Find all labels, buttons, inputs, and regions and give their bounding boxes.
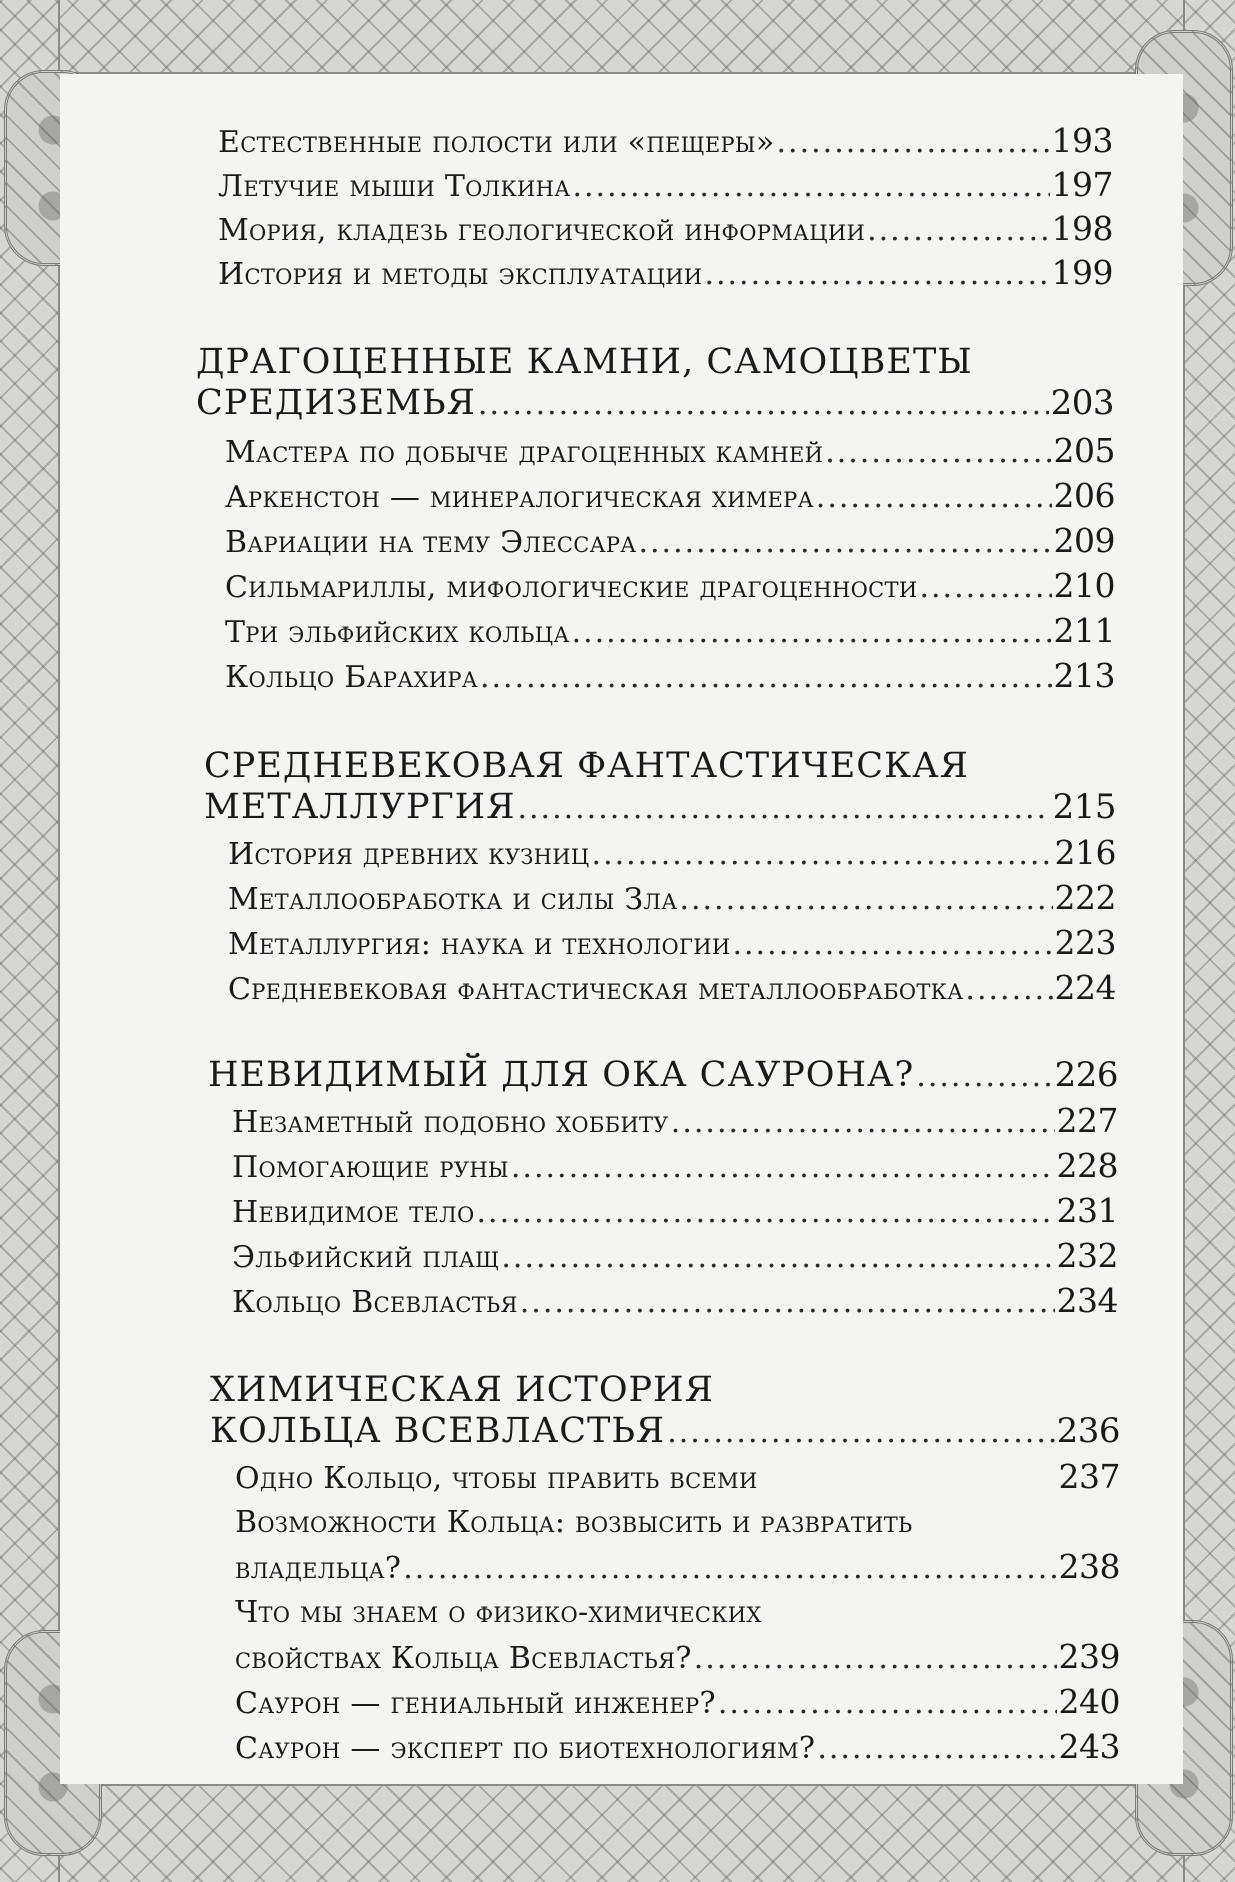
ornament-border-left bbox=[0, 0, 60, 1882]
toc-entry[interactable]: История и методы эксплуатации ..... 199 bbox=[218, 256, 1113, 290]
ornament-border-bottom bbox=[0, 1784, 1235, 1882]
toc-entry[interactable]: Металлообработка и силы Зла ..... 222 bbox=[228, 881, 1116, 915]
toc-chapter[interactable]: МЕТАЛЛУРГИЯ ..... 215 bbox=[204, 790, 1116, 825]
toc-entry[interactable]: Сильмариллы, мифологические драгоценности ..... 210 bbox=[225, 569, 1115, 603]
toc-entry[interactable]: Вариации на тему Элессара ..... 209 bbox=[225, 524, 1115, 558]
toc-entry[interactable]: Летучие мыши Толкина ..... 197 bbox=[218, 168, 1113, 202]
toc-chapter[interactable]: НЕВИДИМЫЙ ДЛЯ ОКА САУРОНА? ..... 226 bbox=[208, 1058, 1118, 1093]
chapter-title[interactable]: ХИМИЧЕСКАЯ ИСТОРИЯ bbox=[210, 1370, 714, 1410]
toc-entry[interactable]: Незаметный подобно хоббиту ..... 227 bbox=[232, 1104, 1118, 1138]
toc-entry[interactable]: Средневековая фантастическая металлообработка ..... 224 bbox=[228, 971, 1116, 1005]
toc-entry[interactable]: Эльфийский плащ ..... 232 bbox=[232, 1239, 1118, 1273]
toc-chapter[interactable]: КОЛЬЦА ВСЕВЛАСТЬЯ ..... 236 bbox=[210, 1414, 1120, 1449]
toc-entry-line[interactable]: Возможности Кольца: возвысить и развратить bbox=[235, 1505, 913, 1540]
toc-entry[interactable]: Естественные полости или «пещеры» ..... 193 bbox=[218, 124, 1113, 158]
toc-entry[interactable]: свойствах Кольца Всевластья? ..... 239 bbox=[235, 1640, 1120, 1674]
toc-entry-line[interactable]: Что мы знаем о физико-химических bbox=[235, 1595, 762, 1630]
toc-entry[interactable]: Саурон — гениальный инженер? ..... 240 bbox=[235, 1685, 1120, 1719]
toc-entry[interactable]: Мория, кладезь геологической информации ..... 198 bbox=[218, 212, 1113, 246]
chapter-title[interactable]: СРЕДНЕВЕКОВАЯ ФАНТАСТИЧЕСКАЯ bbox=[204, 746, 969, 786]
toc-chapter[interactable]: СРЕДИЗЕМЬЯ ..... 203 bbox=[196, 386, 1114, 421]
toc-entry[interactable]: Аркенстон — минералогическая химера ..... 206 bbox=[225, 479, 1115, 513]
toc-entry[interactable]: владельца? ..... 238 bbox=[235, 1550, 1120, 1584]
toc-entry[interactable]: Помогающие руны ..... 228 bbox=[232, 1149, 1118, 1183]
toc-entry[interactable]: Кольцо Барахира ..... 213 bbox=[225, 659, 1115, 693]
toc-entry[interactable]: Металлургия: наука и технологии ..... 223 bbox=[228, 926, 1116, 960]
chapter-title[interactable]: ДРАГОЦЕННЫЕ КАМНИ, САМОЦВЕТЫ bbox=[196, 342, 973, 382]
toc-entry[interactable]: Три эльфийских кольца ..... 211 bbox=[225, 614, 1115, 648]
ornament-border-top bbox=[0, 0, 1235, 74]
toc-entry[interactable]: Саурон — эксперт по биотехнологиям? ..... 243 bbox=[235, 1730, 1120, 1764]
toc-entry[interactable]: История древних кузниц ..... 216 bbox=[228, 836, 1116, 870]
toc-entry[interactable]: Мастера по добыче драгоценных камней ..... 205 bbox=[225, 434, 1115, 468]
toc-content bbox=[60, 74, 1183, 1784]
toc-entry[interactable]: Одно Кольцо, чтобы править всеми 237 bbox=[235, 1457, 1120, 1496]
toc-entry[interactable]: Невидимое тело ..... 231 bbox=[232, 1194, 1118, 1228]
toc-entry[interactable]: Кольцо Всевластья ..... 234 bbox=[232, 1284, 1118, 1318]
